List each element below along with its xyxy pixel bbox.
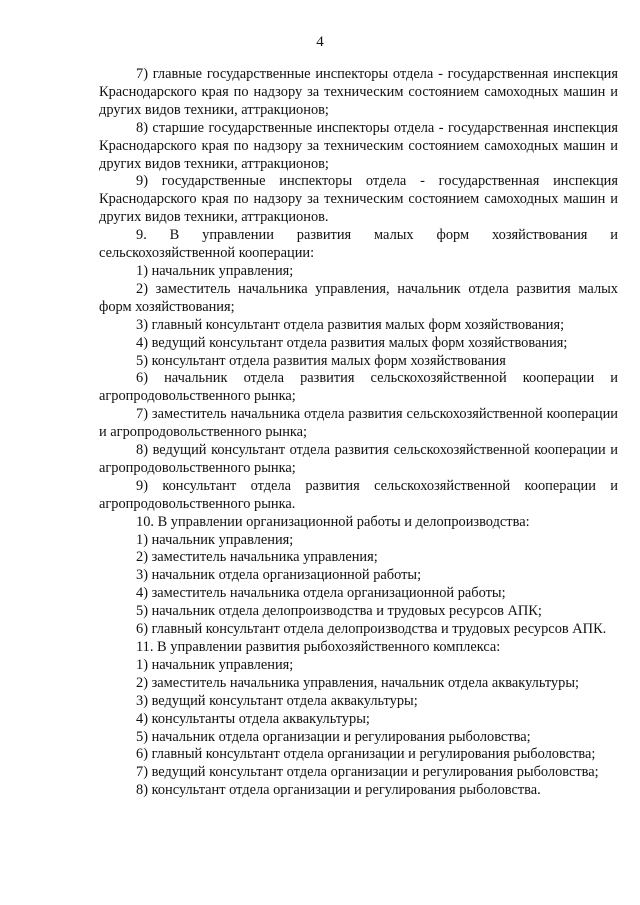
list-item: 6) главный консультант отдела делопроизводства и трудовых ресурсов АПК.: [136, 621, 607, 638]
section-heading: 9. В управлении развития малых форм хозяйствования и сельскохозяйственной кооперации:: [99, 227, 618, 262]
list-item: 5) консультант отдела развития малых форм хозяйствования: [136, 352, 506, 369]
list-item: 4) консультанты отдела аквакультуры;: [136, 710, 370, 727]
list-item: 7) ведущий консультант отдела организации и регулирования рыболовства;: [136, 764, 599, 781]
list-item: 7) заместитель начальника отдела развития сельскохозяйственной кооперации и агропродовольственного рынка;: [99, 406, 618, 441]
paragraph: 9) государственные инспекторы отдела - государственная инспекция Краснодарского края по надзору за техническим состоянием самоходных машин и других видов техники, аттракционов.: [99, 173, 618, 226]
list-item: 8) ведущий консультант отдела развития сельскохозяйственной кооперации и агропродовольственного рынка;: [99, 442, 618, 476]
list-item: 6) начальник отдела развития сельскохозяйственной кооперации и агропродовольственного рынка;: [99, 370, 618, 405]
list-item: 5) начальник отдела делопроизводства и трудовых ресурсов АПК;: [136, 603, 542, 620]
list-item: 1) начальник управления;: [136, 656, 294, 673]
list-item: 1) начальник управления;: [136, 531, 294, 548]
list-item: 3) ведущий консультант отдела аквакультуры;: [136, 692, 418, 709]
list-item: 8) консультант отдела организации и регулирования рыболовства.: [136, 782, 541, 799]
document-body: [99, 66, 618, 800]
list-item: 4) ведущий консультант отдела развития малых форм хозяйствования;: [136, 334, 568, 351]
section-heading: 10. В управлении организационной работы и делопроизводства:: [136, 513, 530, 530]
list-item: 2) заместитель начальника управления, начальник отдела развития малых форм хозяйствования;: [99, 280, 618, 315]
list-item: 2) заместитель начальника управления, начальник отдела аквакультуры;: [136, 674, 579, 691]
list-item: 3) главный консультант отдела развития малых форм хозяйствования;: [136, 316, 565, 333]
list-item: 2) заместитель начальника управления;: [136, 549, 378, 566]
paragraph: 7) главные государственные инспекторы отдела - государственная инспекция Краснодарского края по надзору за техническим состоянием самоходных машин и других видов техники, аттракционов;: [99, 66, 618, 118]
section-heading: 11. В управлении развития рыбохозяйственного комплекса:: [136, 639, 501, 655]
list-item: 1) начальник управления;: [136, 262, 294, 279]
list-item: 5) начальник отдела организации и регулирования рыболовства;: [136, 728, 531, 745]
list-item: 6) главный консультант отдела организации и регулирования рыболовства;: [136, 746, 596, 763]
list-item: 4) заместитель начальника отдела организационной работы;: [136, 585, 506, 602]
list-item: 3) начальник отдела организационной работы;: [136, 567, 422, 584]
list-item: 9) консультант отдела развития сельскохозяйственной кооперации и агропродовольственного рынка.: [99, 477, 618, 512]
paragraph: 8) старшие государственные инспекторы отдела - государственная инспекция Краснодарского края по надзору за техническим состоянием самоходных машин и других видов техники, аттракционов;: [99, 119, 618, 172]
page-number: 4: [316, 34, 324, 50]
